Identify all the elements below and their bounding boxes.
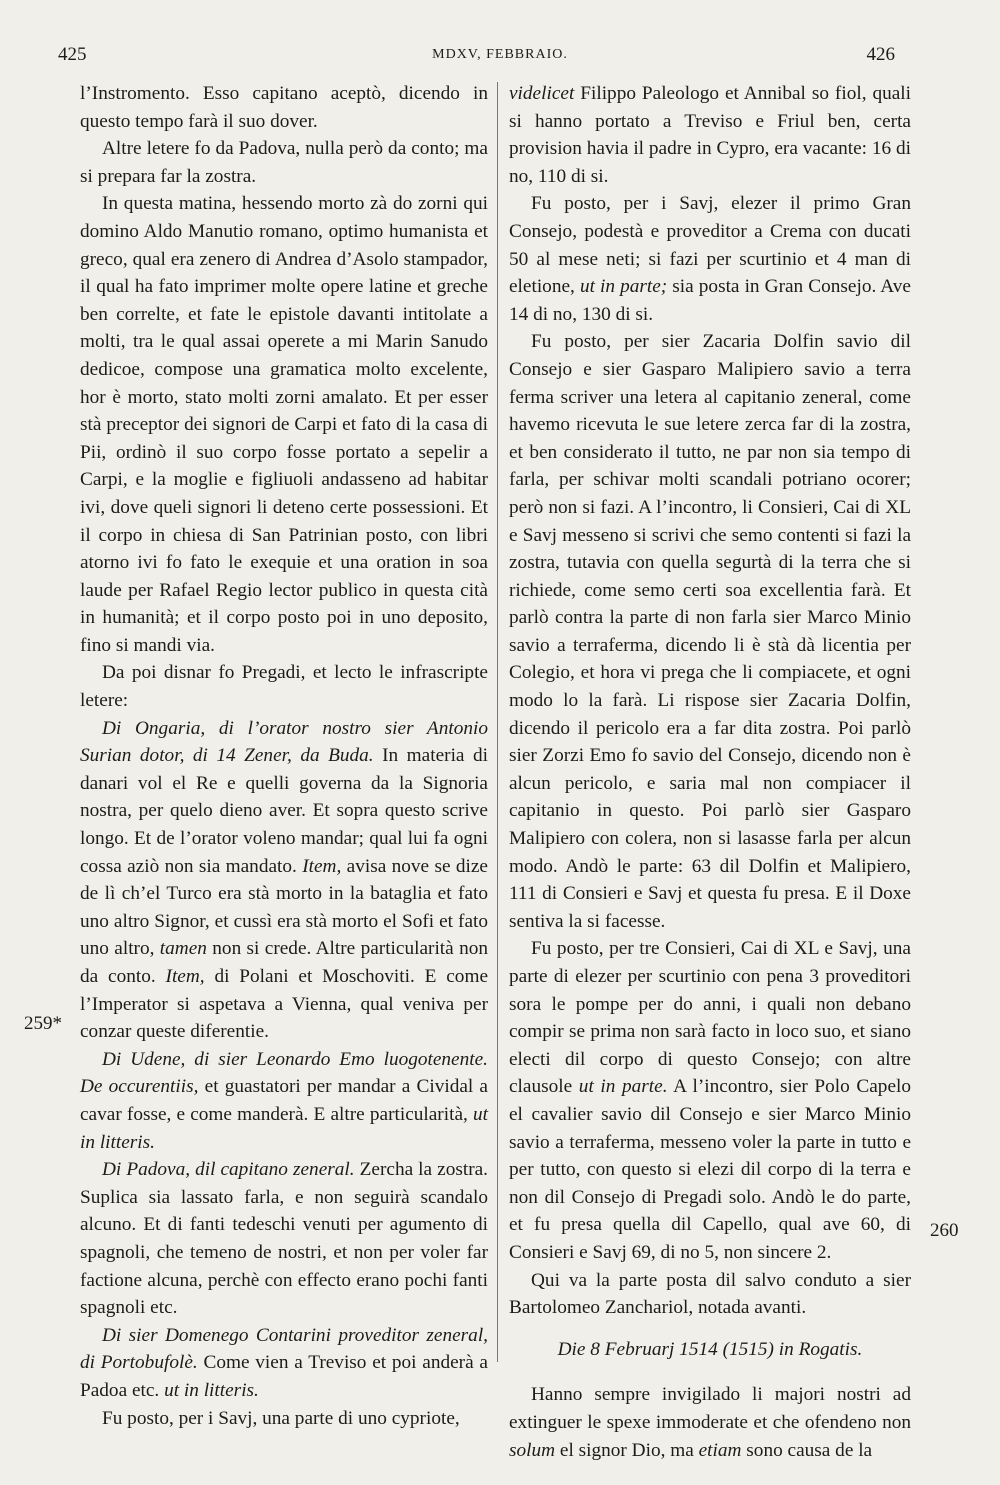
paragraph: Da poi disnar fo Pregadi, et lecto le infrascripte letere:	[80, 662, 488, 712]
paragraph	[509, 935, 911, 1266]
text: Zercha la zostra. Suplica sia lassato farla, e non seguirà scandalo alcuno. Et di fanti tedeschi venuti per agumento di spagnoli, che temeno de nostri, et non per voler far factione alcuna, perchè con effecto erano pochi fanti spagnoli etc.	[80, 1159, 488, 1319]
paragraph	[80, 715, 488, 1046]
letter-heading: Di Padova, dil capitano zeneral.	[102, 1159, 355, 1181]
letter-heading: Di Ongaria, di l’orator nostro sier Antonio Surian dotor, di 14 Zener, da Buda.	[80, 717, 488, 767]
paragraph	[80, 1046, 488, 1156]
paragraph: l’Instromento. Esso capitano aceptò, dicendo in questo tempo farà il suo dover.	[80, 83, 488, 132]
text: In materia di danari vol el Re e quelli governa da la Signoria nostra, per quelo dieno aver. Et sopra questo scrive longo. Et de l’orator voleno mandar; qual lui fa ogni cossa aziò non sia mandato.	[80, 745, 488, 877]
running-title: MDXV, FEBBRAIO.	[432, 47, 568, 62]
text: Fu posto, per i Savj, elezer il primo Gran Consejo, podestà e proveditor a Crema con ducati 50 al mese neti; si fazi per scurtinio et 4 man di eletione,	[509, 193, 911, 298]
paragraph	[509, 80, 911, 190]
latin-term: ut in parte;	[579, 276, 668, 298]
paragraph: In questa matina, hessendo morto zà do zorni qui domino Aldo Manutio romano, optimo humanista et greco, qual era zenero di Andrea d’Asolo stampador, il qual ha fato imprimer molte opere latine et greche ben correlte, et fate le epistole davanti intitolate a molti, tra le qual assai operete a mi Marin Sanudo dedicoe, compose una gramatica molto excelente, hor è morto, stato molti zorni amalato. Et per esser stà preceptor dei signori de Carpi et fato di la casa di Pii, ordinò il suo corpo fosse portato a sepelir a Carpi, e la moglie e figliuoli andasseno ad habitar ivi, dove queli signori li deteno certe possessioni. Et il corpo in chiesa di San Patrinian posto, con libri atorno ivi fo fato le exequie et una oration in soa laude per Rafael Regio lector publico in questa cità in humanità; et il corpo posto poi in uno deposito, fino si mandi via.	[80, 193, 488, 656]
latin-term: solum	[509, 1439, 556, 1461]
letter-heading: Di Udene, di sier Leonardo Emo luogotenente.	[102, 1048, 488, 1070]
text: Come vien a Treviso et poi anderà a Padoa etc.	[80, 1352, 488, 1401]
text: Fu posto, per tre Consieri, Cai di XL e Savj, una parte di elezer per scurtinio con pena 3 proveditori sora le pompe per do anni, i quali non debano compir se prima non sarà facto in loco suo, et siano electi dil corpo di questo Consejo; con altre clausole	[509, 938, 911, 1098]
letter-heading: Di sier Domenego Contarini proveditor zeneral, di Portobufolè.	[80, 1324, 488, 1374]
text: non si crede. Altre particularità non da conto.	[80, 938, 488, 987]
margin-note-right: 260	[930, 1220, 959, 1241]
text: sono causa de la	[746, 1439, 873, 1461]
right-column	[509, 80, 911, 1464]
paragraph: Qui va la parte posta dil salvo conduto a sier Bartolomeo Zanchariol, notada avanti.	[509, 1269, 911, 1319]
latin-term: Item,	[165, 966, 205, 987]
paragraph	[509, 190, 911, 328]
left-column	[80, 80, 488, 1432]
text: el signor Dio, ma	[559, 1439, 694, 1461]
section-title: Die 8 Februarj 1514 (1515) in Rogatis.	[557, 1338, 863, 1360]
text: di Polani et Moschoviti. E come l’Imperator si aspetava a Vienna, qual veniva per conzar queste diferentie.	[80, 966, 488, 1043]
latin-term: ut in parte.	[578, 1076, 668, 1098]
page-number-right: 426	[866, 44, 895, 65]
paragraph: Fu posto, per sier Zacaria Dolfin savio dil Consejo e sier Gasparo Malipiero savio a terra ferma scriver una letera al capitanio zeneral, come havemo ricevuta le sue letere zerca far di la zostra, et ben considerato il tutto, ne par non sia tempo di farla, per schivar molti scandali potriano ocorer; però non si fazi. A l’incontro, li Consieri, Cai di XL e Savj messeno si scrivi che semo contenti si fazi la zostra, tutavia con quella segurtà di la terra che si richiede, come semo certi soa excellentia farà. Et parlò contra la parte di non farla sier Marco Minio savio a terraferma, dicendo li è stà dà licentia per Colegio, et hora vi prega che li compiacete, et ogni modo lo la farà. Li rispose sier Zacaria Dolfin, dicendo il pericolo era a far dita zostra. Poi parlò sier Zorzi Emo fo savio del Consejo, dicendo non è alcun pericolo, e saria mal non compiacer il capitanio in questo. Poi parlò sier Gasparo Malipiero con colera, non si lasasse farla per alcun modo. Andò le parte: 63 dil Dolfin et Malipiero, 111 di Consieri e Savj et questa fu presa. E il Doxe sentiva la si facesse.	[509, 331, 911, 932]
column-divider	[497, 82, 498, 1362]
paragraph: Altre letere fo da Padova, nulla però da conto; ma si prepara far la zostra.	[80, 138, 488, 187]
latin-term: ut in litteris.	[164, 1379, 259, 1401]
text: et guastatori per mandar a Cividal a cavar fosse, e come manderà. E altre particularità,	[80, 1076, 488, 1125]
latin-term: De occurentiis,	[80, 1076, 199, 1098]
page-number-left: 425	[58, 44, 87, 65]
latin-term: Item,	[302, 855, 342, 877]
paragraph	[80, 1156, 488, 1322]
text: Filippo Paleologo et Annibal so fiol, quali si hanno portato a Treviso e Friul ben, certa provision havia il padre in Cypro, era vacante: 16 di no, 110 di si.	[509, 83, 912, 187]
latin-term: ut in litteris.	[80, 1103, 488, 1153]
text: sia posta in Gran Consejo. Ave 14 di no, 130 di si.	[509, 276, 911, 325]
latin-term: videlicet	[509, 83, 575, 104]
page-header	[0, 44, 1000, 74]
text: Hanno sempre invigilado li majori nostri ad extinguer le spexe immoderate et che ofendeno non	[509, 1384, 911, 1433]
paragraph	[509, 1381, 911, 1464]
latin-term: tamen	[159, 938, 207, 960]
paragraph	[80, 1322, 488, 1405]
latin-term: etiam	[698, 1439, 742, 1461]
margin-note-left: 259*	[24, 1013, 62, 1034]
paragraph: Fu posto, per i Savj, una parte di uno cypriote,	[102, 1407, 460, 1429]
text: avisa nove se dize de lì ch’el Turco era stà morto in la bataglia et fato uno altro Signor, et cussì era stà morto el Sofi et fato uno altro,	[80, 855, 488, 960]
text: A l’incontro, sier Polo Capelo el cavalier savio dil Consejo e sier Marco Minio savio a terraferma, messeno voler la parte in tutto e per tutto, con questo si elezi dil corpo di la terra e non dil Consejo di Pregadi solo. Andò le do parte, et fu presa quella dil Capello, qual ave 60, di Consieri e Savj 69, di no 5, non sincere 2.	[509, 1076, 911, 1263]
